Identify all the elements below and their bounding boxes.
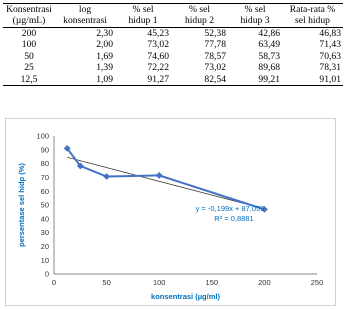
table-header-row [3, 4, 343, 28]
table-cell: 91,01 [282, 74, 343, 86]
table-cell: 73,02 [204, 62, 226, 74]
x-tick-label: 100 [152, 278, 166, 287]
x-tick-label: 150 [205, 278, 219, 287]
table-cell: 89,68 [258, 62, 280, 74]
x-tick-label: 50 [102, 278, 111, 287]
x-axis-label: konsentrasi (µg/ml) [151, 292, 220, 301]
trendline [67, 157, 264, 208]
y-axis-label: persentase sel hidp (%) [17, 163, 26, 247]
table-cell: 25 [24, 62, 34, 74]
trendline-line [67, 157, 264, 208]
table-cell: 78,31 [319, 62, 341, 74]
y-tick-label: 80 [40, 159, 49, 169]
table-cell: 12,5 [3, 74, 55, 86]
trendline-r-squared: R² = 0,8881 [214, 214, 254, 223]
y-tick-label: 90 [40, 145, 49, 155]
data-point [103, 173, 110, 180]
header-log-konsentrasi: log konsentrasi [55, 4, 115, 28]
y-tick-label: 20 [40, 242, 49, 251]
table-row [3, 28, 343, 40]
table-row [3, 51, 343, 62]
y-tick-label: 30 [40, 228, 49, 238]
data-series [64, 145, 268, 213]
chart-frame [5, 118, 336, 306]
chart-axes [54, 136, 317, 274]
table-cell: 1,39 [96, 62, 113, 74]
table-cell: 1,09 [55, 74, 115, 86]
trendline-equation: y = -0,199x + 87,059 [195, 204, 265, 213]
scatter-chart [6, 119, 337, 307]
table-cell: 70,63 [319, 50, 341, 62]
table-cell: 74,60 [147, 50, 169, 62]
table-cell: 58,73 [258, 50, 280, 62]
header-sel-hidup-2: % sel hidup 2 [171, 4, 228, 28]
x-tick-label: 0 [51, 278, 57, 287]
table-cell: 78,57 [204, 50, 226, 62]
table-cell: 42,86 [258, 28, 280, 39]
y-tick-label: 10 [40, 255, 49, 265]
table-cell: 63,49 [258, 39, 280, 51]
table-row [3, 74, 343, 86]
x-tick-labels [52, 278, 323, 287]
table-cell: 46,83 [319, 28, 341, 39]
y-tick-label: 100 [36, 131, 49, 141]
y-tick-label: 60 [40, 186, 49, 196]
table-cell: 99,21 [228, 74, 282, 86]
table-cell: 82,54 [171, 74, 228, 86]
table-cell: 52,38 [204, 28, 226, 39]
series-line [67, 148, 264, 209]
table-row [3, 39, 343, 50]
table-cell: 2,00 [96, 39, 113, 51]
header-sel-hidup-3: % sel hidup 3 [228, 4, 282, 28]
header-sel-hidup-1: % sel hidup 1 [115, 4, 171, 28]
x-tick-label: 200 [258, 278, 271, 287]
y-tick-label: 50 [40, 200, 49, 210]
table-cell: 2,30 [96, 28, 113, 39]
table-cell: 50 [24, 50, 34, 62]
table-cell: 72,22 [147, 62, 169, 74]
y-tick-label: 0 [44, 269, 49, 279]
table-cell: 91,27 [115, 74, 171, 86]
table-cell: 1,69 [96, 50, 113, 62]
table-row [3, 62, 343, 73]
header-rata-rata: Rata-rata % sel hidup [282, 4, 343, 28]
data-table [3, 3, 343, 86]
table-cell: 200 [21, 28, 37, 39]
x-tick-label: 250 [310, 278, 324, 287]
y-tick-label: 40 [40, 214, 49, 224]
table-cell: 100 [21, 39, 37, 51]
y-tick-labels [36, 132, 49, 279]
table-cell: 71,43 [319, 39, 341, 51]
y-tick-label: 70 [40, 173, 49, 182]
header-konsentrasi: Konsentrasi (µg/mL) [3, 4, 55, 28]
data-point [156, 172, 163, 179]
table-cell: 73,02 [147, 39, 169, 51]
table-cell: 45,23 [147, 28, 169, 39]
table-cell: 77,78 [204, 39, 226, 51]
